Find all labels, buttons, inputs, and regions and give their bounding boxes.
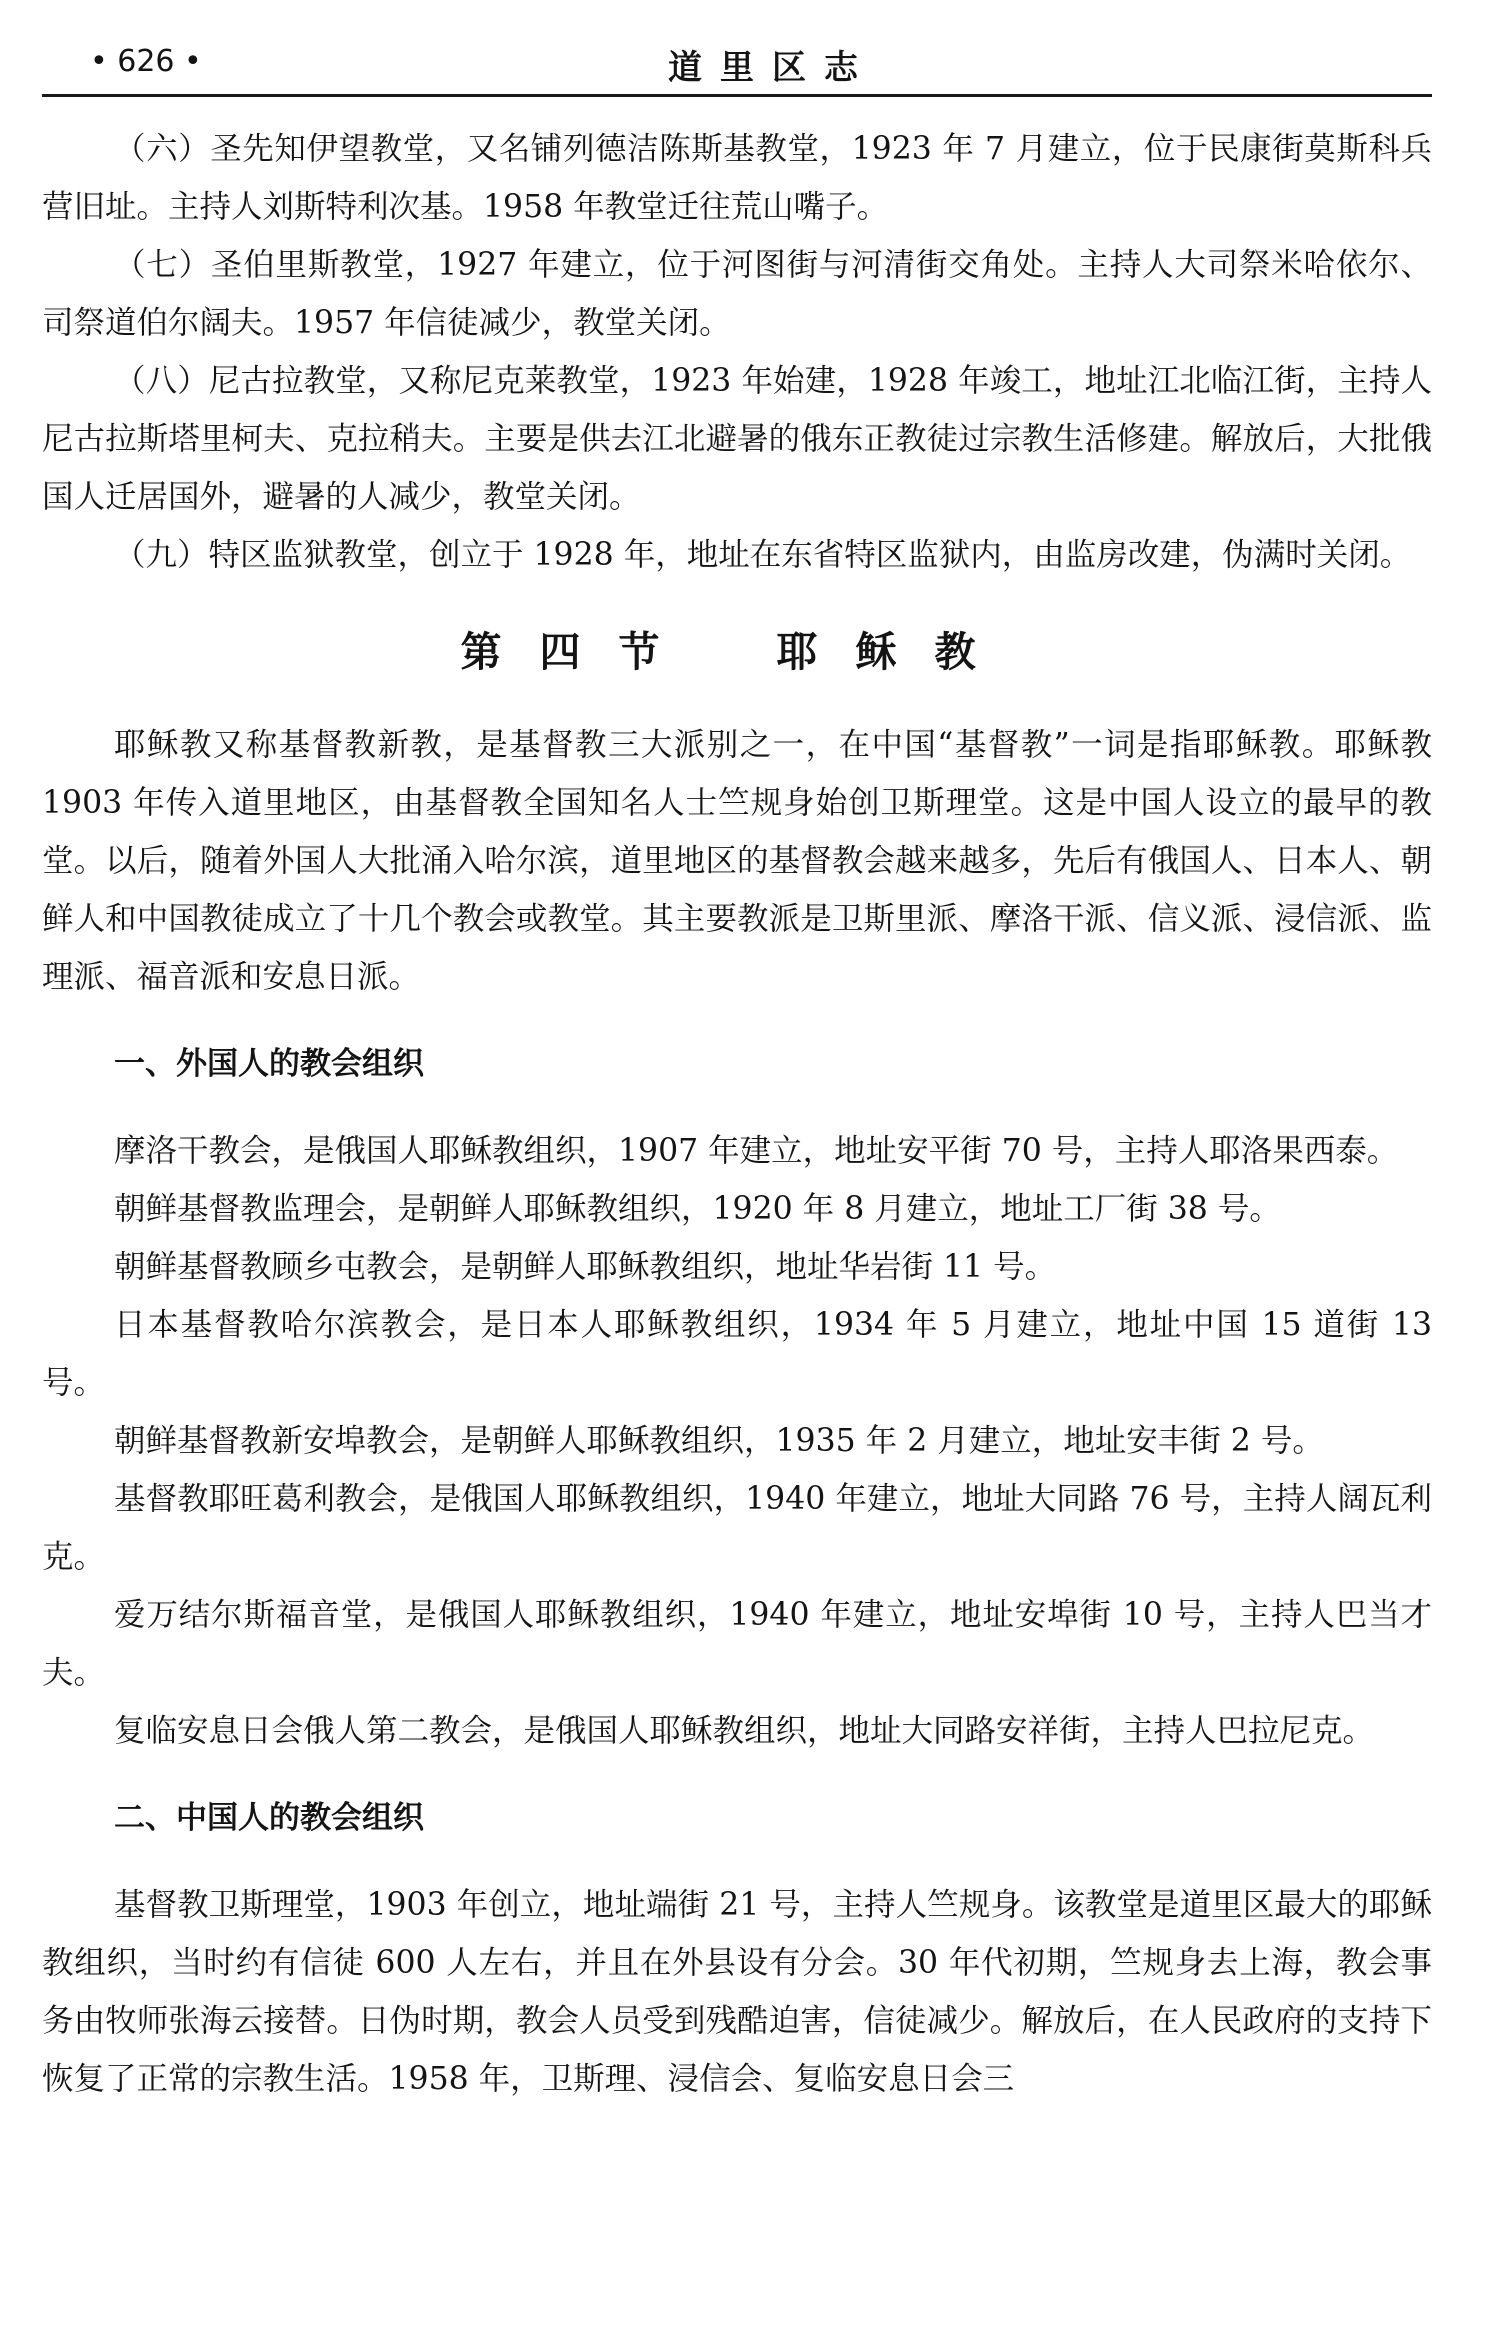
running-title: 道里区志: [668, 48, 876, 88]
list-item: 朝鲜基督教新安埠教会，是朝鲜人耶稣教组织，1935 年 2 月建立，地址安丰街 2 号。: [114, 1423, 1324, 1459]
intro-paragraph: 耶稣教又称基督教新教，是基督教三大派别之一，在中国“基督教”一词是指耶稣教。耶稣教 1903 年传入道里地区，由基督教全国知名人士竺规身始创卫斯理堂。这是中国人设立的最早的教堂。以后，随着外国人大批涌入哈尔滨，道里地区的基督教会越来越多，先后有俄国人、日本人、朝鲜人和中国教徒成立了十几个教会或教堂。其主要教派是卫斯里派、摩洛干派、信义派、浸信派、监理派、福音派和安息日派。: [42, 727, 1432, 995]
list-item: 朝鲜基督教监理会，是朝鲜人耶稣教组织，1920 年 8 月建立，地址工厂街 38 号。: [114, 1191, 1281, 1227]
subsection-heading-chinese: 二、中国人的教会组织: [114, 1800, 424, 1836]
list-item: 基督教卫斯理堂，1903 年创立，地址端街 21 号，主持人竺规身。该教堂是道里区最大的耶稣教组织，当时约有信徒 600 人左右，并且在外县设有分会。30 年代初期，竺规身去上海，教会事务由牧师张海云接替。日伪时期，教会人员受到残酷迫害，信徒减少。解放后，在人民政府的支持下恢复了正常的宗教生活。1958 年，卫斯理、浸信会、复临安息日会三: [42, 1887, 1432, 2097]
page-number: • 626 •: [90, 44, 202, 79]
subsection-heading-foreign: 一、外国人的教会组织: [114, 1046, 424, 1082]
list-item: 基督教耶旺葛利教会，是俄国人耶稣教组织，1940 年建立，地址大同路 76 号，主持人阔瓦利克。: [42, 1481, 1432, 1575]
paragraph-church-9: （九）特区监狱教堂，创立于 1928 年，地址在东省特区监狱内，由监房改建，伪满时关闭。: [114, 537, 1412, 573]
section-title: 第四节 耶稣教: [460, 628, 1014, 676]
page-body: [42, 120, 1432, 2108]
list-item: 爱万结尔斯福音堂，是俄国人耶稣教组织，1940 年建立，地址安埠街 10 号，主持人巴当才夫。: [42, 1597, 1432, 1691]
list-item: 朝鲜基督教顾乡屯教会，是朝鲜人耶稣教组织，地址华岩街 11 号。: [114, 1249, 1057, 1285]
list-item: 摩洛干教会，是俄国人耶稣教组织，1907 年建立，地址安平街 70 号，主持人耶洛果西泰。: [114, 1133, 1399, 1169]
list-item: 日本基督教哈尔滨教会，是日本人耶稣教组织，1934 年 5 月建立，地址中国 15 道街 13 号。: [42, 1307, 1432, 1401]
paragraph-church-7: （七）圣伯里斯教堂，1927 年建立，位于河图街与河清街交角处。主持人大司祭米哈依尔、司祭道伯尔阔夫。1957 年信徒减少，教堂关闭。: [42, 247, 1432, 341]
page-header: [42, 36, 1432, 97]
paragraph-church-8: （八）尼古拉教堂，又称尼克莱教堂，1923 年始建，1928 年竣工，地址江北临江街，主持人尼古拉斯塔里柯夫、克拉稍夫。主要是供去江北避暑的俄东正教徒过宗教生活修建。解放后，大批俄国人迁居国外，避暑的人减少，教堂关闭。: [42, 363, 1432, 515]
list-item: 复临安息日会俄人第二教会，是俄国人耶稣教组织，地址大同路安祥街，主持人巴拉尼克。: [114, 1713, 1375, 1749]
paragraph-church-6: （六）圣先知伊望教堂，又名铺列德洁陈斯基教堂，1923 年 7 月建立，位于民康街莫斯科兵营旧址。主持人刘斯特利次基。1958 年教堂迁往荒山嘴子。: [42, 131, 1432, 225]
